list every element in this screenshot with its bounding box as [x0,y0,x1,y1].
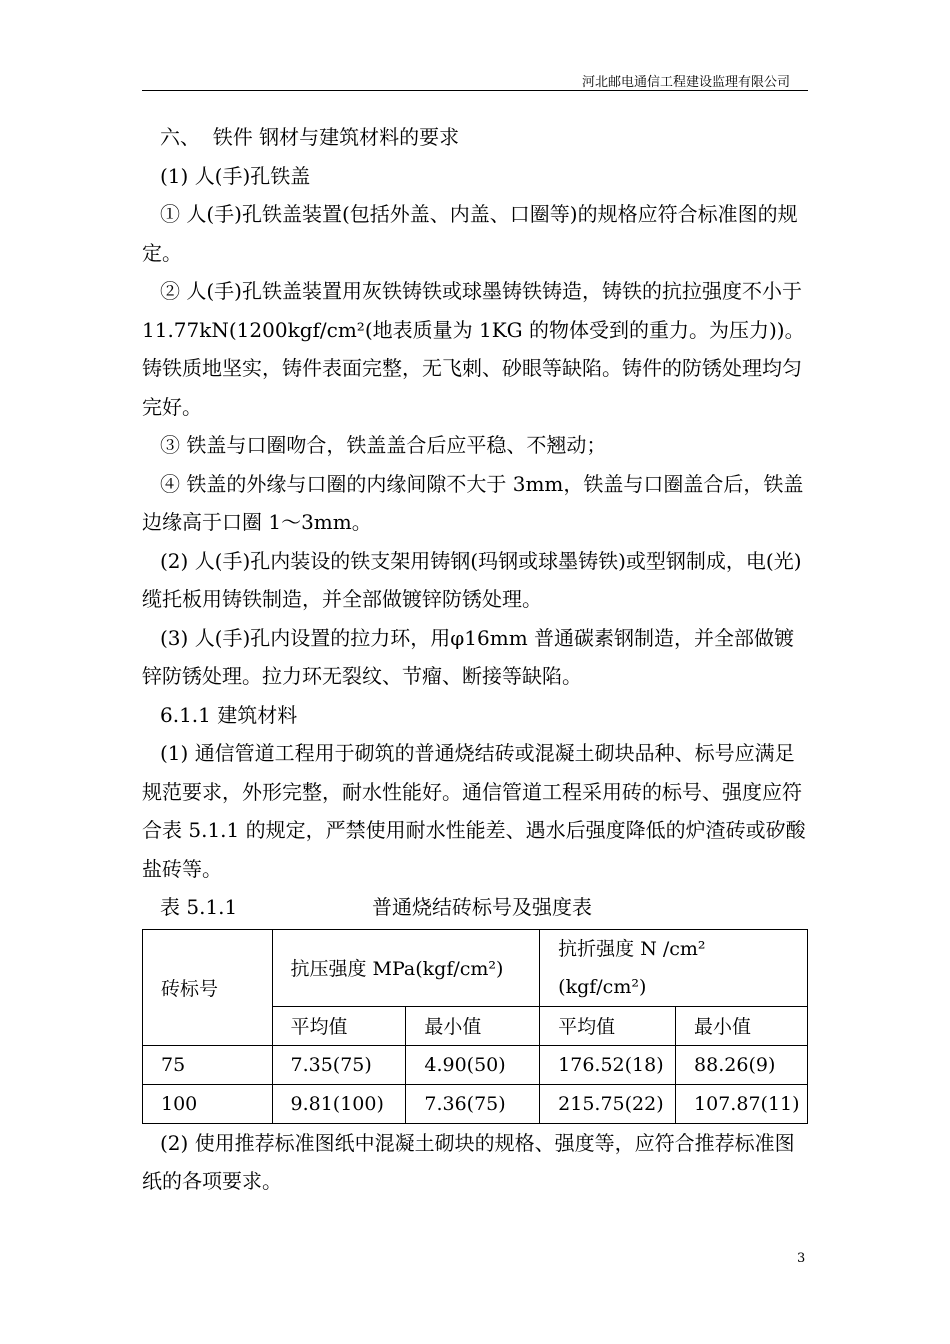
brick-strength-table [142,929,808,1124]
item1-para2: ② 人(手)孔铁盖装置用灰铁铸铁或球墨铸铁铸造，铸铁的抗拉强度不小于 11.77kN(1200kgf/cm²(地表质量为 1KG 的物体受到的重力。为压力))。铸铁质地坚实，铸件表面完整，无飞刺、砂眼等缺陷。铸件的防锈处理均匀完好。 [142,279,805,419]
table-cell: 176.52(18) [540,1045,676,1084]
item1-para4: ④ 铁盖的外缘与口圈的内缘间隙不大于 3mm，铁盖与口圈盖合后，铁盖边缘高于口圈 1～3mm。 [142,471,804,534]
table-cell: 215.75(22) [540,1084,676,1123]
header-flexural-strength [540,929,808,1006]
header-flexural-line2: (kgf/cm²) [558,975,647,998]
table-cell: 7.36(75) [406,1084,540,1123]
page-number: 3 [797,1251,806,1266]
table-cell: 4.90(50) [406,1045,540,1084]
subsection-item1: (1) 通信管道工程用于砌筑的普通烧结砖或混凝土砌块品种、标号应满足规范要求，外形完整，耐水性能好。通信管道工程采用砖的标号、强度应符合表 5.1.1 的规定，严禁使用耐水性能差、遇水后强度降低的炉渣砖或矽酸盐砖等。 [142,741,806,881]
table-caption-title: 普通烧结砖标号及强度表 [372,895,592,919]
item2-paragraph: (2) 人(手)孔内装设的铁支架用铸钢(玛钢或球墨铸铁)或型钢制成，电(光)缆托板用铸铁制造，并全部做镀锌防锈处理。 [142,548,802,611]
header-compressive-strength: 抗压强度 MPa(kgf/cm²) [272,929,540,1006]
subsection-item2: (2) 使用推荐标准图纸中混凝土砌块的规格、强度等，应符合推荐标准图纸的各项要求。 [142,1130,795,1193]
header-flexural-line1: 抗折强度 N /cm² [558,937,706,960]
subheader-compress-avg: 平均值 [272,1006,406,1045]
table-row [143,1045,808,1084]
table-cell: 75 [143,1045,273,1084]
item3-paragraph: (3) 人(手)孔内设置的拉力环，用φ16mm 普通碳素钢制造，并全部做镀锌防锈处理。拉力环无裂纹、节瘤、断接等缺陷。 [142,625,795,688]
item1-title: (1) 人(手)孔铁盖 [160,163,311,188]
header-company-name: 河北邮电通信工程建设监理有限公司 [581,75,790,90]
item1-para3: ③ 铁盖与口圈吻合，铁盖盖合后应平稳、不翘动； [160,433,607,457]
subheader-flex-avg: 平均值 [540,1006,676,1045]
table-cell: 7.35(75) [272,1045,406,1084]
table-header-row [143,929,808,1006]
item1-para1: ① 人(手)孔铁盖装置(包括外盖、内盖、口圈等)的规格应符合标准图的规定。 [142,202,798,265]
table-row [143,1084,808,1123]
section-title: 六、 铁件 钢材与建筑材料的要求 [160,125,460,149]
table-caption-number: 表 5.1.1 [160,895,238,919]
page-header [142,68,808,91]
table-cell: 107.87(11) [676,1084,808,1123]
header-brick-grade: 砖标号 [143,929,273,1045]
table-cell: 100 [143,1084,273,1123]
table-cell: 9.81(100) [272,1084,406,1123]
subsection-title: 6.1.1 建筑材料 [160,702,298,727]
subheader-flex-min: 最小值 [676,1006,808,1045]
document-body [142,118,808,1201]
table-cell: 88.26(9) [676,1045,808,1084]
subheader-compress-min: 最小值 [406,1006,540,1045]
table-caption [142,888,808,927]
